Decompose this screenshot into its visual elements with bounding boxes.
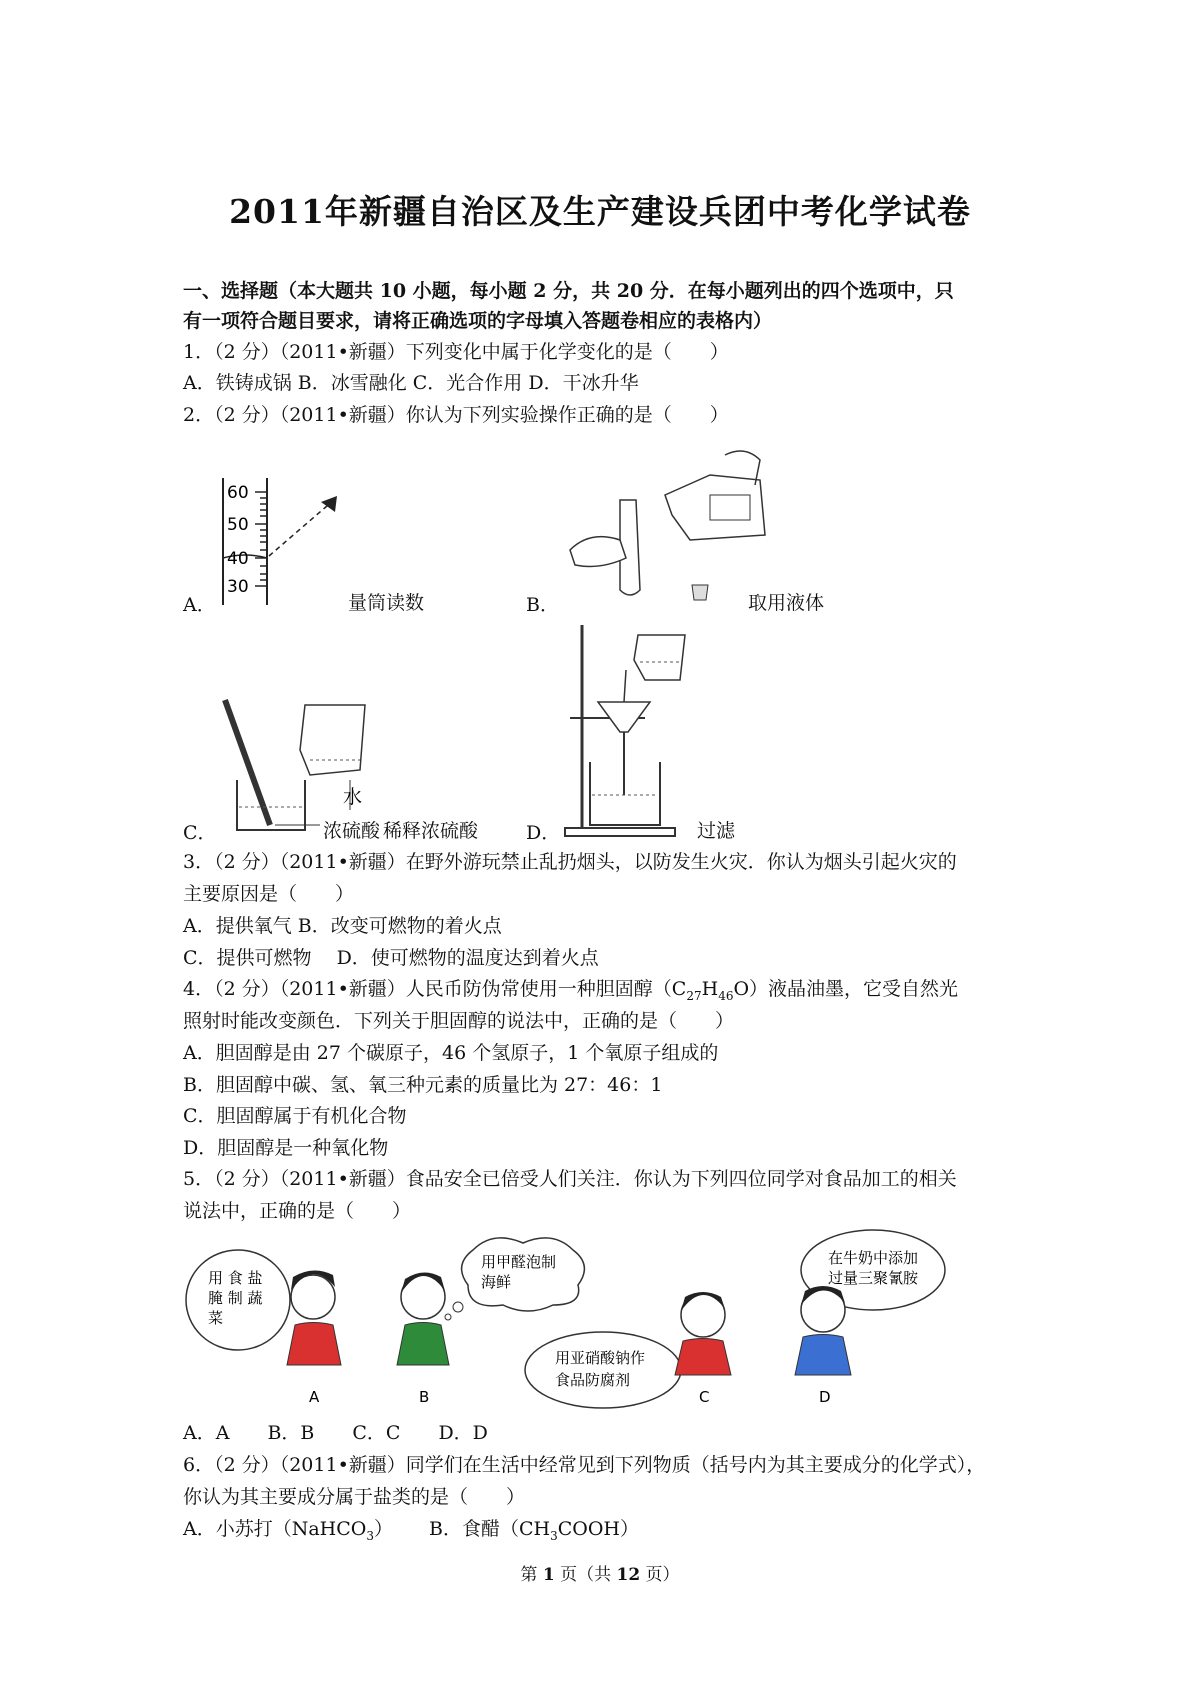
q5-stem-line2: 说法中，正确的是（ ） xyxy=(183,1200,412,1222)
filtration-figure xyxy=(560,620,720,840)
q4-option-c: C．胆固醇属于有机化合物 xyxy=(183,1105,407,1127)
student-a xyxy=(287,1270,341,1406)
q1-options: A．铁铸成锅 B．冰雪融化 C．光合作用 D．干冰升华 xyxy=(183,372,639,394)
q2-option-d-text: 过滤 xyxy=(697,820,736,842)
student-c xyxy=(675,1292,731,1406)
section-heading-line1: 一、选择题（本大题共 10 小题，每小题 2 分，共 20 分．在每小题列出的四个选项中，只 xyxy=(183,280,954,302)
q2-option-a-letter: A． xyxy=(183,594,216,616)
cylinder-tick-60: 60 xyxy=(227,483,249,503)
q5-options: A．A B．B C．C D．D xyxy=(183,1422,488,1444)
q6-stem-line1: 6．（2 分）（2011•新疆）同学们在生活中经常见到下列物质（括号内为其主要成分的化学式）， xyxy=(183,1454,986,1476)
food-safety-cartoon xyxy=(183,1225,1023,1410)
speech-bubble-c xyxy=(525,1332,681,1408)
svg-text:用亚硝酸钠作: 用亚硝酸钠作 xyxy=(555,1349,646,1367)
q2-option-b-text: 取用液体 xyxy=(748,592,825,614)
q3-options-line1: A．提供氧气 B．改变可燃物的着火点 xyxy=(183,915,502,937)
pouring-liquid-figure xyxy=(560,440,770,610)
q1-stem: 1．（2 分）（2011•新疆）下列变化中属于化学变化的是（ ） xyxy=(183,341,729,363)
svg-text:过量三聚氰胺: 过量三聚氰胺 xyxy=(828,1269,919,1287)
q2-option-d-letter: D． xyxy=(526,822,561,844)
page-title: 2011年新疆自治区及生产建设兵团中考化学试卷 xyxy=(229,192,971,231)
speech-bubble-b xyxy=(462,1238,585,1311)
q2-stem: 2．（2 分）（2011•新疆）你认为下列实验操作正确的是（ ） xyxy=(183,404,729,426)
svg-text:在牛奶中添加: 在牛奶中添加 xyxy=(828,1249,919,1267)
svg-text:B: B xyxy=(419,1388,430,1406)
student-b xyxy=(397,1272,449,1406)
svg-text:菜: 菜 xyxy=(208,1309,224,1327)
q4-stem-line2: 照射时能改变颜色．下列关于胆固醇的说法中，正确的是（ ） xyxy=(183,1010,735,1032)
q6-stem-line2: 你认为其主要成分属于盐类的是（ ） xyxy=(183,1486,526,1508)
svg-text:海鲜: 海鲜 xyxy=(481,1273,512,1291)
q4-stem-line1: 4．（2 分）（2011•新疆）人民币防伪常使用一种胆固醇$(C_{27}H_{46}O)$液晶油墨，它受自然光 xyxy=(183,978,959,1003)
cylinder-tick-30: 30 xyxy=(227,577,249,597)
eye-icon xyxy=(321,496,337,512)
q6-options: A．小苏打（NaHCO$_3$） B．食醋$(CH_3COOH)$ xyxy=(183,1518,639,1543)
q3-stem-line2: 主要原因是（ ） xyxy=(183,883,355,905)
q4-option-b: B．胆固醇中碳、氢、氧三种元素的质量比为 27：46：1 xyxy=(183,1074,663,1096)
cylinder-tick-40: 40 xyxy=(227,549,249,569)
graduated-cylinder-figure xyxy=(215,470,345,610)
water-label: 水 xyxy=(343,786,363,808)
q2-option-a-text: 量筒读数 xyxy=(348,592,425,614)
svg-text:食品防腐剂: 食品防腐剂 xyxy=(555,1371,631,1389)
student-d xyxy=(795,1286,851,1406)
q5-stem-line1: 5．（2 分）（2011•新疆）食品安全已倍受人们关注．你认为下列四位同学对食品加工的相关 xyxy=(183,1168,957,1190)
svg-text:腌 制 蔬: 腌 制 蔬 xyxy=(208,1289,263,1307)
q2-option-c-letter: C． xyxy=(183,822,217,844)
dilute-acid-figure xyxy=(215,665,390,840)
page-footer: 第 1 页（共 12 页） xyxy=(520,1565,680,1585)
q3-stem-line1: 3．（2 分）（2011•新疆）在野外游玩禁止乱扔烟头，以防发生火灾．你认为烟头引起火灾的 xyxy=(183,851,957,873)
total-pages: 12 xyxy=(616,1565,641,1585)
svg-text:C: C xyxy=(699,1388,710,1406)
q4-option-a: A．胆固醇是由 27 个碳原子，46 个氢原子，1 个氧原子组成的 xyxy=(183,1042,719,1064)
cylinder-tick-50: 50 xyxy=(227,515,249,535)
svg-text:A: A xyxy=(309,1388,320,1406)
svg-text:用 食 盐: 用 食 盐 xyxy=(208,1269,263,1287)
page-number: 1 xyxy=(542,1565,555,1585)
q2-option-b-letter: B． xyxy=(526,594,559,616)
q4-option-d: D．胆固醇是一种氧化物 xyxy=(183,1137,389,1159)
q2-option-c-text: 稀释浓硫酸 xyxy=(383,820,479,842)
svg-text:用甲醛泡制: 用甲醛泡制 xyxy=(481,1253,557,1271)
acid-label: 浓硫酸 xyxy=(323,820,381,842)
section-heading-line2: 有一项符合题目要求，请将正确选项的字母填入答题卷相应的表格内） xyxy=(183,310,773,332)
svg-text:D: D xyxy=(819,1388,831,1406)
q3-options-line2: C．提供可燃物 D．使可燃物的温度达到着火点 xyxy=(183,947,599,969)
